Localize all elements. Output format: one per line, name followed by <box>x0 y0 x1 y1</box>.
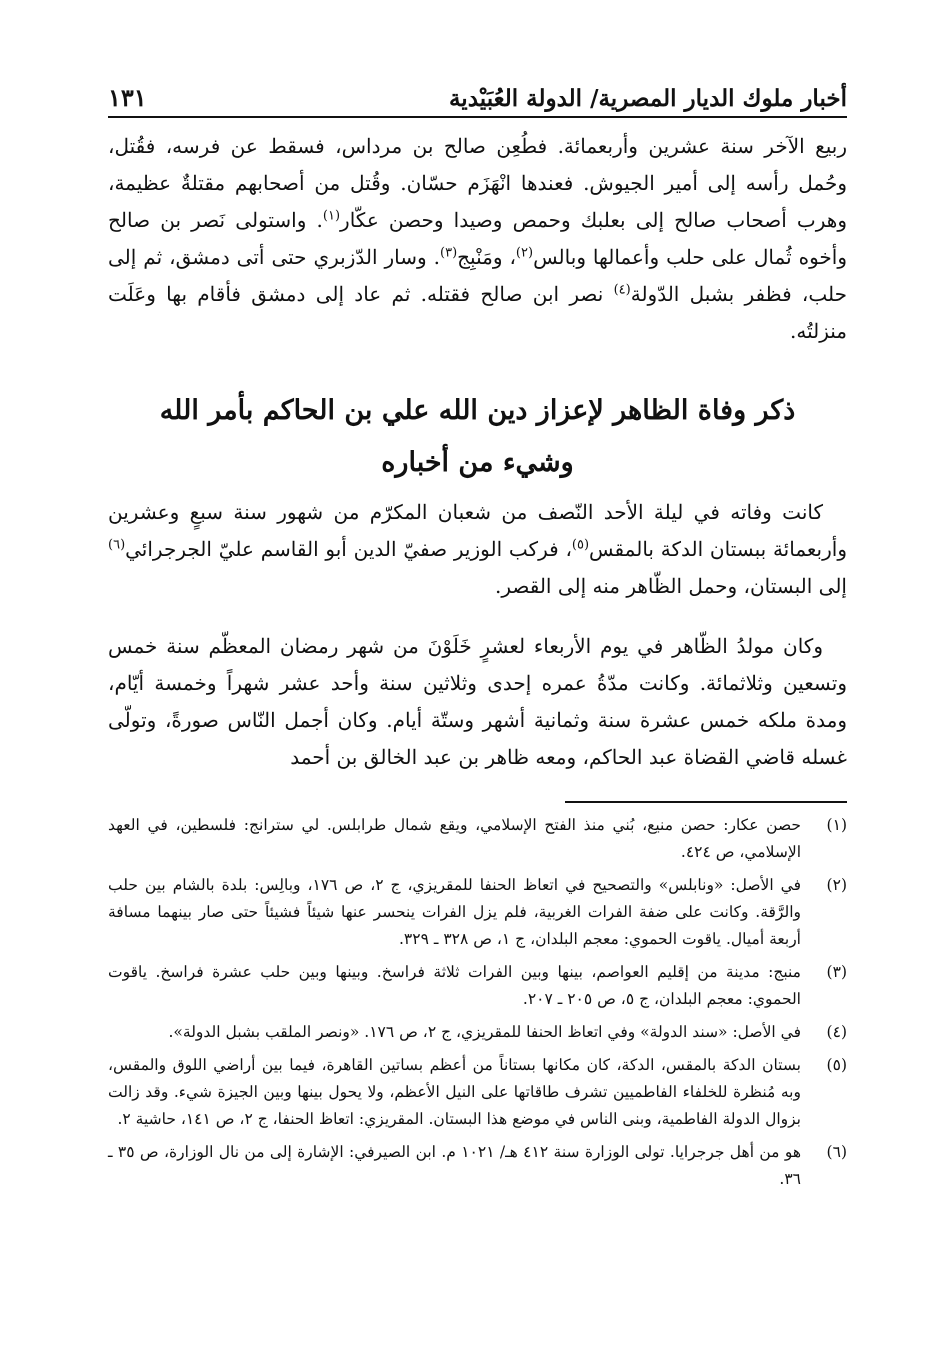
paragraph-text: ، ومَنْبِج <box>457 245 516 269</box>
paragraph-text: ، فركب الوزير صفيّ الدين أبو القاسم عليّ الجرجرائي <box>125 537 572 561</box>
footnote-text: في الأصل: «سند الدولة» وفي اتعاظ الحنفا للمقريزي، ج ٢، ص ١٧٦. «ونصر الملقب بشبل الدولة». <box>168 1023 801 1041</box>
paragraph-text: إلى البستان، وحمل الظّاهر منه إلى القصر. <box>494 574 847 598</box>
footnote <box>108 812 847 866</box>
footnote <box>108 1052 847 1133</box>
footnote-text: بستان الدكة بالمقس، الدكة، كان مكانها بستاناً من أعظم بساتين القاهرة، فيما بين أراضي اللوق والمقس، وبه مُنظرة للخلفاء الفاطميين تشرف طاقاتها على النيل الأعظم، ولا يحول بينها وبين الجيزة شيء. وقد زالت بزوال الدولة الفاطمية، وبنى الناس في موضع هذا البستان. المقريزي: اتعاظ الحنفا، ج ٢، ص ١٤١، حاشية ٢. <box>108 1056 801 1128</box>
running-header <box>108 78 847 112</box>
footnote-number: (٥) <box>826 1056 847 1074</box>
footnote <box>108 1139 847 1193</box>
footnote <box>108 1019 847 1046</box>
page-number: ١٣١ <box>108 83 147 112</box>
paragraph-text: نصر ابن صالح فقتله. ثم عاد إلى دمشق فأقام بها وعَلَت منزلتُه. <box>108 282 847 343</box>
footnote-ref[interactable]: (٦) <box>108 537 126 553</box>
footnote-ref[interactable]: (٤) <box>613 282 631 298</box>
section-heading-line-2: وشيء من أخباره <box>381 447 574 478</box>
footnote <box>108 872 847 953</box>
paragraph-text: ربيع الآخر سنة عشرين وأربعمائة. فطُعِن صالح بن مرداس، فسقط عن فرسه، فقُتل، وحُمل رأسه إلى أمير الجيوش. فعندها انْهَزَم حسّان. وقُتل من أصحابهم مقتلةٌ عظيمة، وهرب أصحاب صالح إلى بعلبك وحمص وصيدا وحصن عكّار <box>108 134 847 232</box>
footnote-ref[interactable]: (٣) <box>440 245 458 261</box>
footnote-ref[interactable]: (٥) <box>571 537 590 553</box>
footnote-rule <box>565 801 847 803</box>
header-rule <box>108 116 847 118</box>
paragraph <box>108 128 847 350</box>
section-heading-line-1: ذكر وفاة الظاهر لإعزاز دين الله علي بن الحاكم بأمر الله <box>159 395 796 426</box>
paragraph-text: . وسار الدّزبري حتى أتى دمشق، ثم إلى حلب، فظفر بشبل الدّولة <box>108 245 847 306</box>
paragraph <box>108 628 847 776</box>
paragraph-text: . واستولى نَصر بن صالح وأخوه ثُمال على حلب وأعمالها وبالس <box>108 208 847 269</box>
paragraph <box>108 494 847 605</box>
footnote-text: في الأصل: «ونابلس» والتصحيح في اتعاظ الحنفا للمقريزي، ج ٢، ص ١٧٦، وبالِس: بلدة بالشام بين حلب والرَّقة. وكانت على ضفة الفرات الغربية، فلم يزل الفرات ينحسر عنها شيئاً فشيئاً حتى صار بينهما مسافة أربعة أميال. ياقوت الحموي: معجم البلدان، ج ١، ص ٣٢٨ ـ ٣٢٩. <box>108 876 801 948</box>
footnote <box>108 959 847 1013</box>
paragraph-text: وكان مولدُ الظّاهر في يوم الأربعاء لعشرٍ خَلَوْنَ من شهر رمضان المعظّم سنة خمس وتسعين وثلاثمائة. وكانت مدّةُ عمره إحدى وثلاثين سنة وأحد عشر شهراً وخمسة أيّام، ومدة ملكه خمس عشرة سنة وثمانية أشهر وستّة أيام. وكان أجمل النّاس صورةً، وتولّى غسله قاضي القضاة عبد الحاكم، ومعه ظاهر بن عبد الخالق بن أحمد <box>108 634 847 769</box>
footnote-text: منبج: مدينة من إقليم العواصم، بينها وبين الفرات ثلاثة فراسخ. وبينها وبين حلب عشرة فراسخ. ياقوت الحموي: معجم البلدان، ج ٥، ص ٢٠٥ ـ ٢٠٧. <box>108 963 801 1008</box>
footnote-number: (٣) <box>826 963 847 981</box>
section-heading <box>108 385 847 489</box>
footnote-number: (٢) <box>826 876 847 894</box>
footnote-text: هو من أهل جرجرايا. تولى الوزارة سنة ٤١٢ هـ/ ١٠٢١ م. ابن الصيرفي: الإشارة إلى من نال الوزارة، ص ٣٥ ـ ٣٦. <box>108 1143 802 1188</box>
footnote-number: (١) <box>826 816 847 834</box>
footnote-number: (٤) <box>826 1023 847 1041</box>
running-title: أخبار ملوك الديار المصرية/ الدولة العُبَيْدية <box>448 85 847 112</box>
footnotes <box>108 812 847 1199</box>
paragraph-text: كانت وفاته في ليلة الأحد النّصف من شعبان المكرّم من شهور سنة سبعٍ وعشرين وأربعمائة ببستان الدكة بالمقس <box>108 500 847 561</box>
footnote-ref[interactable]: (١) <box>322 208 341 224</box>
footnote-text: حصن عكار: حصن منيع، بُني منذ الفتح الإسلامي، ويقع شمال طرابلس. لي سترانج: فلسطين، في العهد الإسلامي، ص ٤٢٤. <box>108 816 801 861</box>
footnote-number: (٦) <box>826 1143 847 1161</box>
footnote-ref[interactable]: (٢) <box>515 245 534 261</box>
